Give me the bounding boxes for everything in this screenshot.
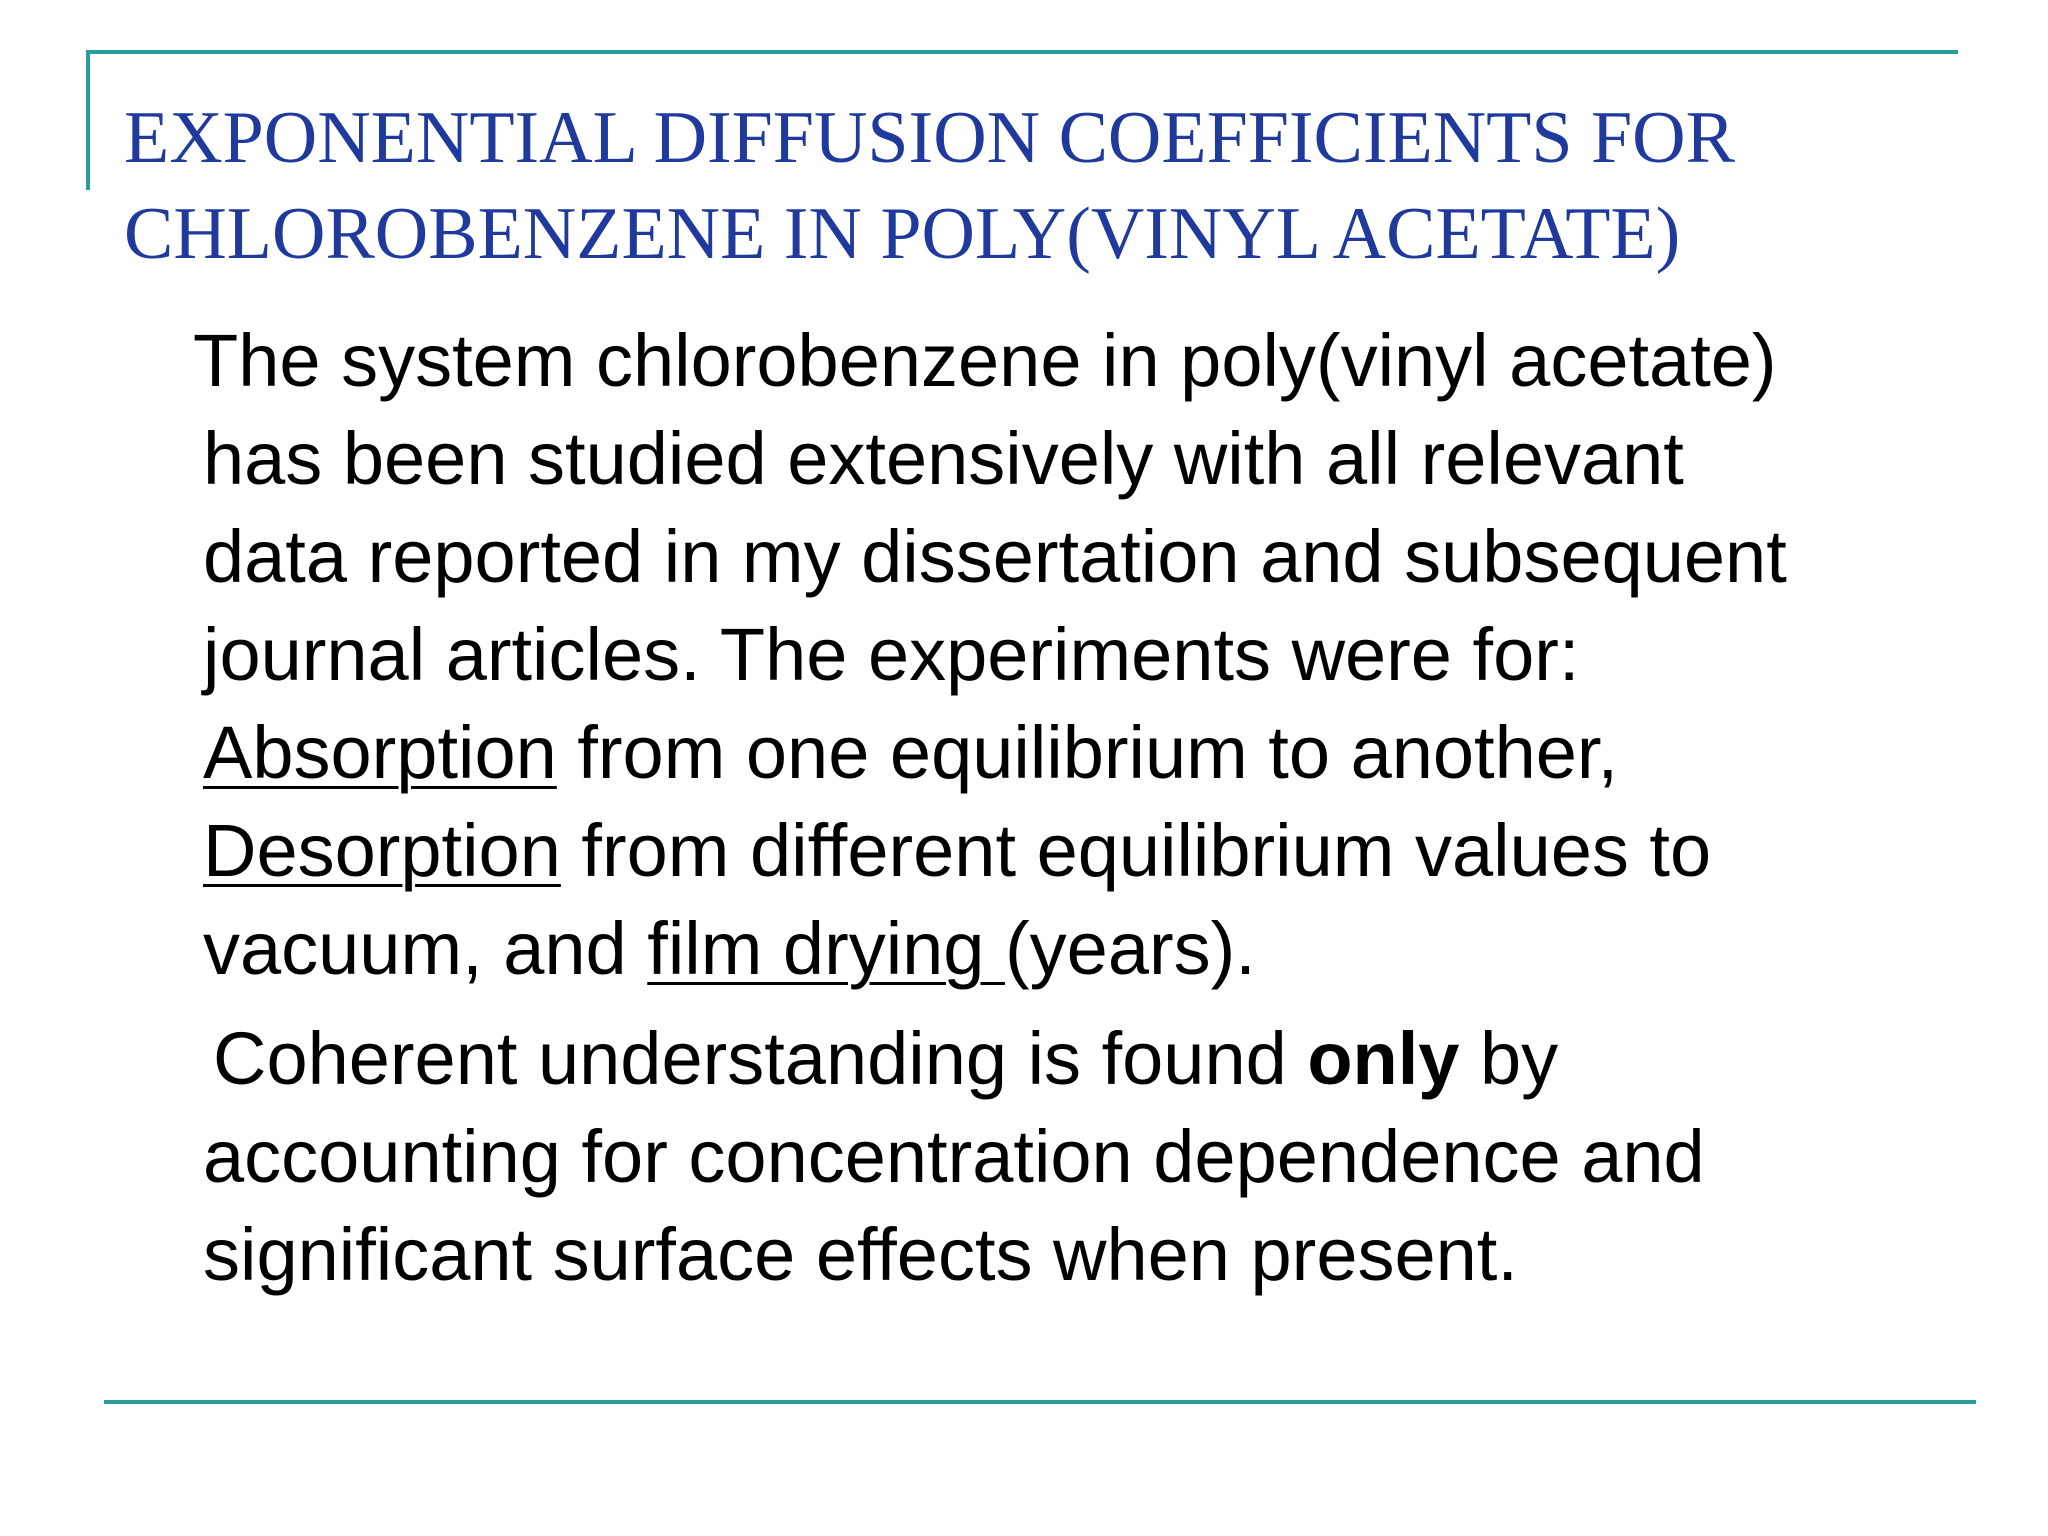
bottom-border-rule: [104, 1400, 1976, 1404]
body-line: [203, 900, 1983, 998]
body-line: significant surface effects when present.: [203, 1213, 1518, 1296]
body-text-fragment: from one equilibrium to another,: [556, 711, 1619, 794]
body-line: data reported in my dissertation and subsequent: [203, 515, 1787, 598]
paragraph-gap: [203, 998, 1983, 1010]
body-text-fragment: vacuum, and: [203, 907, 648, 990]
emphasis-only: only: [1307, 1017, 1460, 1100]
left-border-rule: [86, 50, 90, 190]
body-text-fragment: (years).: [1005, 907, 1256, 990]
title-line-1: EXPONENTIAL DIFFUSION COEFFICIENTS FOR: [124, 97, 1735, 179]
body-line: [203, 704, 1983, 802]
paragraph-conclusion: [203, 1010, 1983, 1304]
body-line: [203, 802, 1983, 900]
body-line: accounting for concentration dependence and: [203, 1115, 1705, 1198]
body-text-fragment: from different equilibrium values to: [560, 809, 1712, 892]
paragraph-experiments: [193, 312, 1983, 998]
slide-body: [193, 312, 1983, 1304]
body-line: journal articles. The experiments were for:: [203, 613, 1580, 696]
top-border-rule: [86, 50, 1958, 54]
body-line: [213, 1010, 1983, 1108]
body-text-fragment: by: [1459, 1017, 1559, 1100]
body-line: has been studied extensively with all relevant: [203, 417, 1684, 500]
slide-title: [124, 90, 1924, 282]
film-drying-term: film drying: [647, 907, 1006, 990]
absorption-term: Absorption: [203, 711, 557, 794]
desorption-term: Desorption: [203, 809, 561, 892]
body-text-fragment: Coherent understanding is found: [213, 1017, 1308, 1100]
title-line-2: CHLOROBENZENE IN POLY(VINYL ACETATE): [124, 193, 1681, 275]
body-line: The system chlorobenzene in poly(vinyl acetate): [193, 319, 1777, 402]
